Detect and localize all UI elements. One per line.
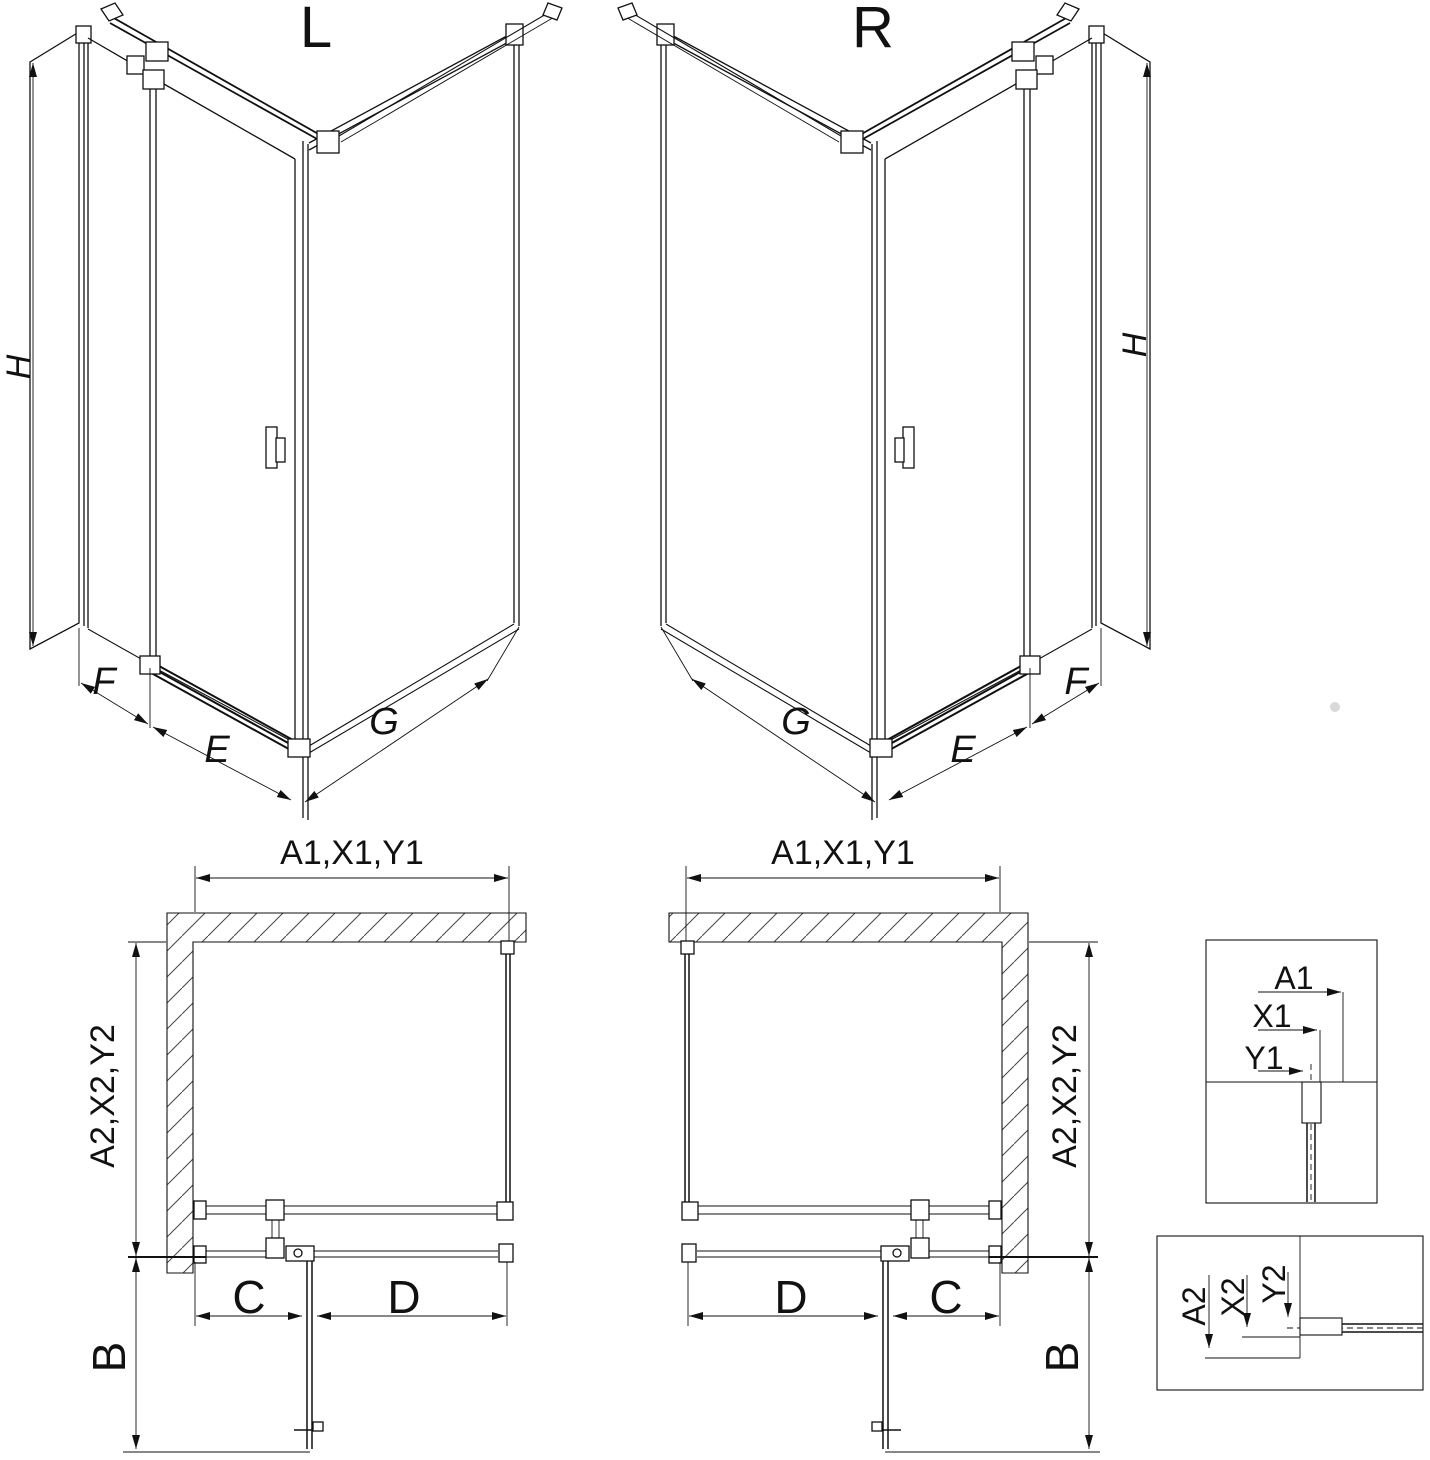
plan-right-d-label: D xyxy=(774,1271,808,1323)
dim-label-h-right: H xyxy=(1116,332,1154,358)
plan-right-depth-dims-label: A2,X2,Y2 xyxy=(1046,1024,1084,1168)
dim-label-f-right: F xyxy=(1064,661,1088,703)
plan-left-b-label: B xyxy=(83,1341,135,1373)
plan-left-c-label: C xyxy=(232,1271,266,1323)
plan-view-left xyxy=(194,866,514,1449)
dim-label-e-left: E xyxy=(204,729,230,771)
plan-right-depth-dims xyxy=(885,942,1100,1452)
detail-a1-label: A1 xyxy=(1274,960,1314,996)
plan-right-c-label: C xyxy=(929,1271,963,1323)
dim-label-f-left: F xyxy=(92,661,116,703)
plan-left-wall xyxy=(167,913,526,1273)
detail-y2-label: Y2 xyxy=(1256,1264,1292,1304)
dim-label-g-left: G xyxy=(369,701,399,743)
detail-x1-label: X1 xyxy=(1252,998,1292,1034)
variant-label-left: L xyxy=(299,0,333,60)
plan-left-depth-dims-label: A2,X2,Y2 xyxy=(84,1024,122,1168)
dim-label-h-left: H xyxy=(0,354,38,380)
plan-left-d-label: D xyxy=(387,1271,421,1323)
dim-label-g-right: G xyxy=(781,701,811,743)
plan-right-wall xyxy=(669,913,1028,1273)
detail-a2-label: A2 xyxy=(1176,1286,1212,1326)
plan-view-right xyxy=(681,866,1001,1449)
detail-x2-label: X2 xyxy=(1215,1277,1251,1317)
plan-left-width-dims: A1,X1,Y1 xyxy=(280,834,424,872)
plan-right-width-dims: A1,X1,Y1 xyxy=(771,834,915,872)
watermark-dot xyxy=(1330,702,1340,712)
plan-right-b-label: B xyxy=(1036,1341,1088,1373)
detail-y1-label: Y1 xyxy=(1244,1040,1284,1076)
plan-left-depth-dims xyxy=(123,942,310,1452)
variant-label-right: R xyxy=(852,0,894,60)
dim-label-e-right: E xyxy=(950,729,976,771)
